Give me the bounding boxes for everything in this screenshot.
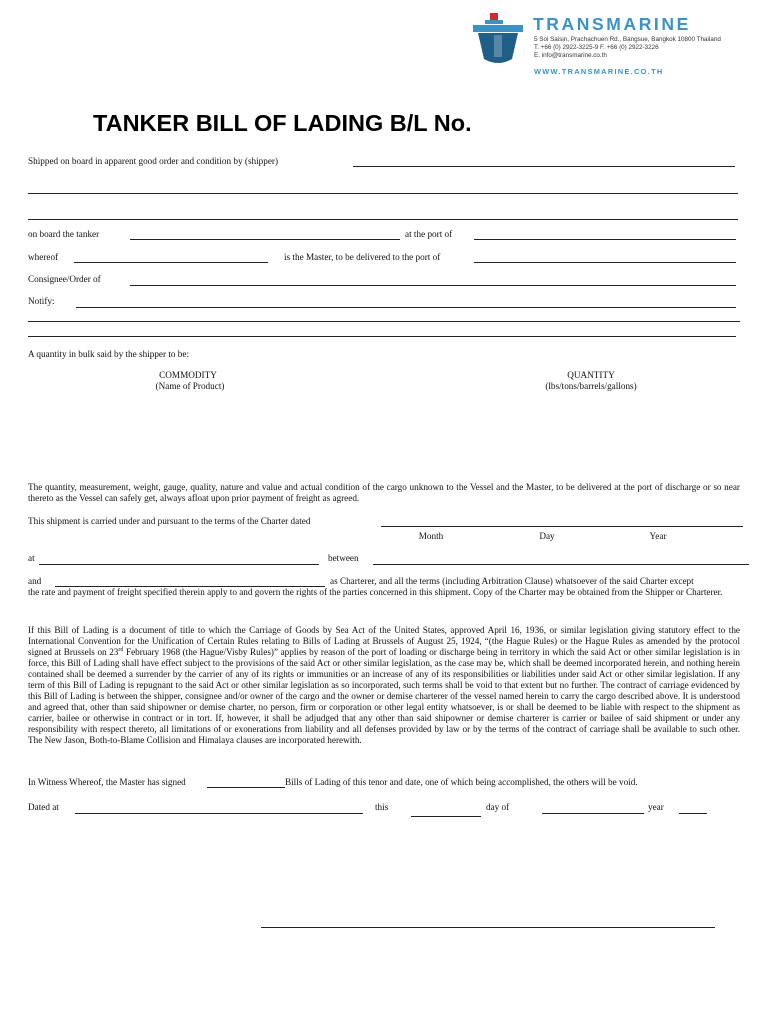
notify-label: Notify: [28,296,55,306]
company-email: E. info@transmarine.co.th [534,52,607,59]
witness-text-2: Bills of Lading of this tenor and date, one of which being accomplished, the others will be void. [285,777,638,787]
notify-field-line-3[interactable] [28,336,736,337]
ship-logo-icon [472,11,524,67]
master-signature-line[interactable] [261,927,715,928]
notify-field[interactable] [76,307,736,308]
commodity-heading: COMMODITY [159,370,217,380]
discharge-port-field[interactable] [474,262,736,263]
loading-port-label: at the port of [405,229,453,239]
document-title: TANKER BILL OF LADING B/L No. [93,110,472,136]
tanker-field[interactable] [130,239,400,240]
charter-between-label: between [328,553,359,563]
dated-year-label: year [648,802,664,812]
whereof-label: whereof [28,252,59,262]
shipper-field-line-2[interactable] [28,193,738,194]
charter-terms-continuation: the rate and payment of freight specified therein apply to and govern the rights of the parties concerned in this shipment. Copy of the Charter may be obtained from the Shipper or Charterer. [28,587,723,597]
company-name: TRANSMARINE [533,14,691,34]
cargo-condition-paragraph: The quantity, measurement, weight, gauge, quality, nature and value and actual condition of the cargo unknown to the Vessel and the Master, to be delivered at the port of discharge or so near thereto as the Vessel can safely get, always afloat upon prior payment of freight as agreed. [28,482,740,503]
charter-year-label: Year [649,531,667,541]
company-phone: T. +66 (0) 2922-3225-9 F. +66 (0) 2922-3226 [534,44,659,51]
charter-owner-field[interactable] [373,564,749,565]
discharge-port-label: is the Master, to be delivered to the port of [284,252,441,262]
charter-day-label: Day [539,531,555,541]
charter-month-label: Month [418,531,444,541]
dated-place-field[interactable] [75,813,363,814]
dated-year-field[interactable] [679,813,707,814]
dated-this-label: this [375,802,389,812]
shipper-field[interactable] [353,166,735,167]
dated-at-label: Dated at [28,802,59,812]
quantity-subheading: (lbs/tons/barrels/gallons) [545,381,637,391]
witness-text-1: In Witness Whereof, the Master has signed [28,777,186,787]
tanker-label: on board the tanker [28,229,100,239]
consignee-label: Consignee/Order of [28,274,101,284]
charter-at-label: at [28,553,35,563]
legal-clause-part-1: If this Bill of Lading is a document of title to which the Carriage of Goods by Sea Act of the United States, approved April 16, 1936, or similar legislation giving statutory effect to the International Convention for the Unification of Certain Rules relating to Bills of Lading at Brussels of August 25, 1924, “(the Hague Rules) or the Hague Rules as amended by the protocol signed at Brussels on 23 [28,625,740,657]
shipper-label: Shipped on board in apparent good order and condition by (shipper) [28,156,279,166]
bills-count-field[interactable] [207,787,285,788]
legal-clause-superscript: rd [118,646,124,653]
consignee-field[interactable] [130,285,736,286]
charter-date-field[interactable] [381,526,743,527]
loading-port-field[interactable] [474,239,736,240]
dated-day-field[interactable] [411,816,481,817]
charter-label: This shipment is carried under and pursuant to the terms of the Charter dated [28,516,311,526]
commodity-subheading: (Name of Product) [155,381,225,391]
company-website: WWW.TRANSMARINE.CO.TH [534,67,664,76]
quantity-intro: A quantity in bulk said by the shipper to be: [28,349,190,359]
shipper-field-line-3[interactable] [28,219,738,220]
dated-month-field[interactable] [542,813,644,814]
company-address: 5 Soi Saisin, Prachachuen Rd., Bangsue, Bangkok 10800 Thailand [534,36,721,43]
legal-clause-part-2: February 1968 (the Hague/Visby Rules)” applies by reason of the port of loading or discharge being in territory in which the said Act or other similar legislation is in force, this Bill of Lading shall have effect subject to the provisions of the said Act or other similar legislation, as the case may be, which shall be deemed incorporated herein, and nothing herein contained shall be deemed a surrender by the carrier of any of its rights or immunities or an increase of any of its responsibilities or liabilities under said Act or other similar legislation. If any term of this Bill of Lading is repugnant to the said Act or other similar legislation as so incorporated, such terms shall be void to that extent but no further. The contract of carriage evidenced by this Bill of Lading is between the shipper, consignee and/or owner of the cargo and the owner or demise charterer of the vessel named herein to carry the cargo described above. It is understood and agreed that, other than said shipowner or demise charter, no person, firm or corporation or other legal entity whatsoever, is or shall be deemed to be liable with respect to the shipment as carrier, bailee or otherwise in contract or in tort. If, however, it shall be adjudged that any other than said shipowner or demise charterer is carrier or bailee of said shipment or under any responsibility with respect thereto, all limitations of or exonerations from liability and all defenses provided by law or by the terms of the contract of carriage shall be available to such other. The New Jason, Both-to-Blame Collision and Himalaya clauses are incorporated herewith. [28,647,740,745]
notify-field-line-2[interactable] [28,321,740,322]
master-field[interactable] [74,262,268,263]
quantity-heading: QUANTITY [567,370,615,380]
legal-clause-paragraph [28,625,740,746]
charter-place-field[interactable] [39,564,319,565]
dated-day-of-label: day of [486,802,510,812]
charter-and-label: and [28,576,42,586]
charterer-terms-text: as Charterer, and all the terms (including Arbitration Clause) whatsoever of the said Charter except [330,576,694,586]
